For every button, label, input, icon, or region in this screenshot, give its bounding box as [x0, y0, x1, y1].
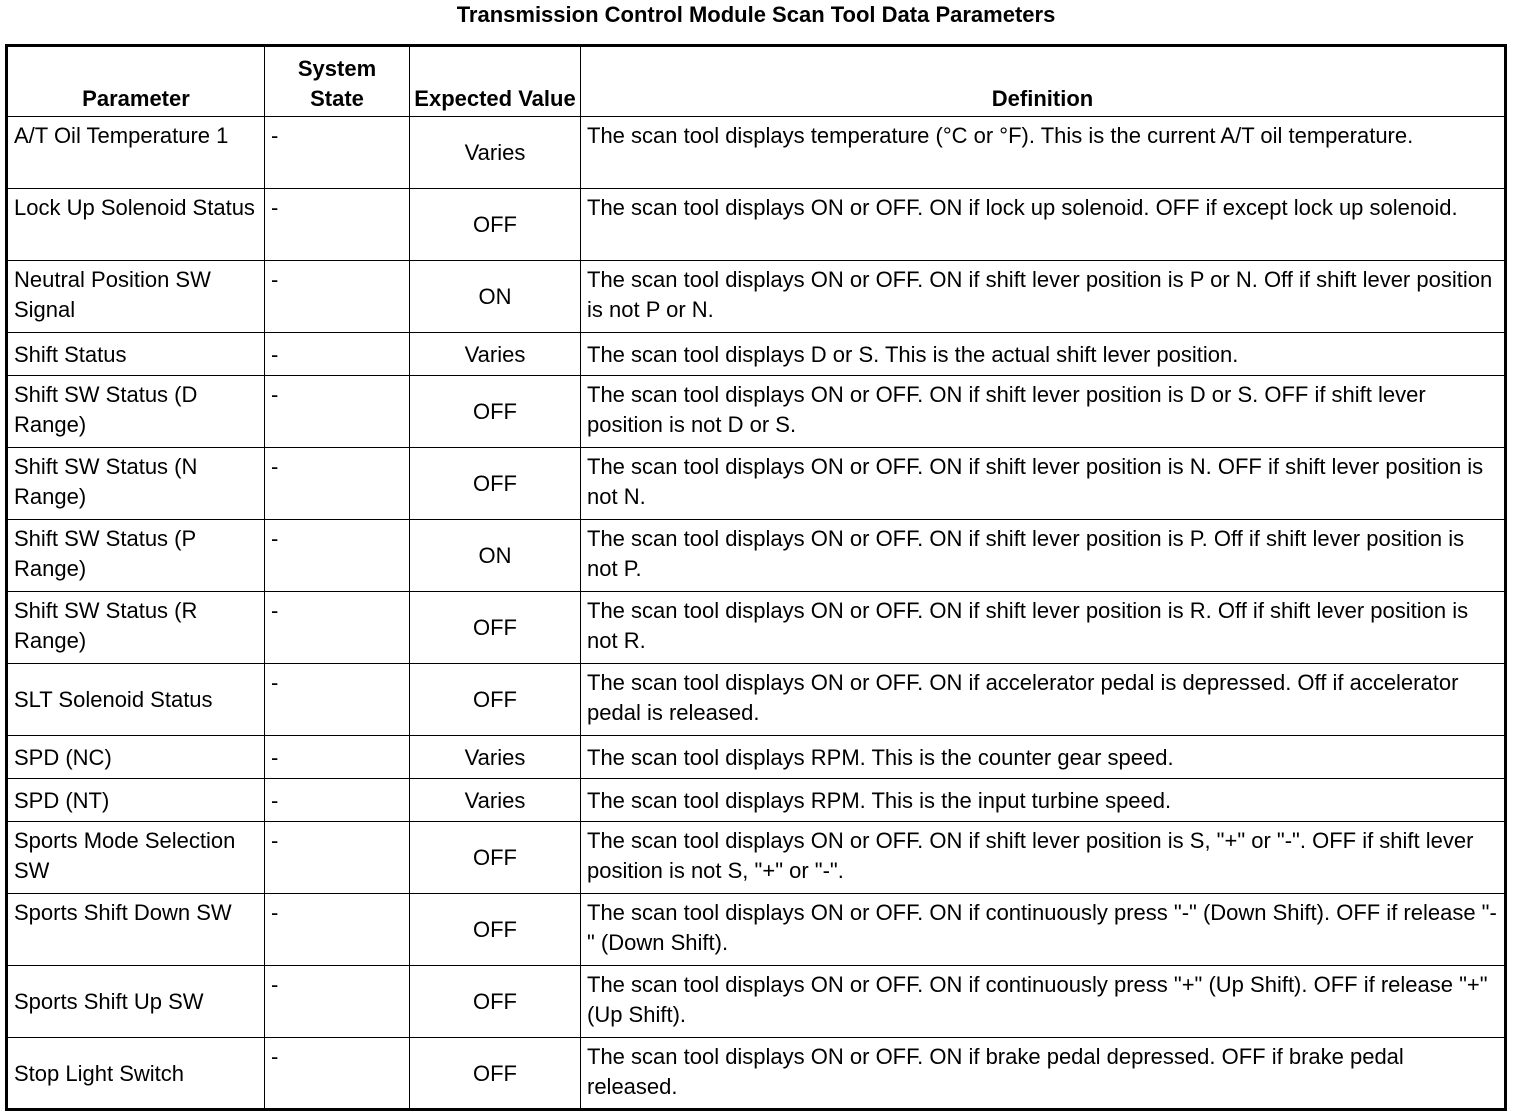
table-row	[7, 448, 1506, 520]
expected-value-cell: Varies	[410, 736, 581, 779]
system-state-cell: -	[265, 376, 410, 448]
table-row	[7, 592, 1506, 664]
expected-value-cell: Varies	[410, 333, 581, 376]
definition-cell: The scan tool displays D or S. This is the actual shift lever position.	[581, 333, 1506, 376]
system-state-cell: -	[265, 448, 410, 520]
system-state-cell: -	[265, 333, 410, 376]
system-state-cell: -	[265, 894, 410, 966]
definition-cell: The scan tool displays ON or OFF. ON if shift lever position is R. Off if shift lever position is not R.	[581, 592, 1506, 664]
parameter-cell: SLT Solenoid Status	[7, 664, 265, 736]
table-row	[7, 664, 1506, 736]
expected-value-cell: Varies	[410, 779, 581, 822]
table-row	[7, 520, 1506, 592]
table-row	[7, 736, 1506, 779]
parameter-cell: SPD (NT)	[7, 779, 265, 822]
definition-cell: The scan tool displays ON or OFF. ON if shift lever position is S, "+" or "-". OFF if shift lever position is not S, "+" or "-".	[581, 822, 1506, 894]
expected-value-cell: OFF	[410, 822, 581, 894]
expected-value-cell: ON	[410, 520, 581, 592]
parameter-cell: Neutral Position SW Signal	[7, 261, 265, 333]
system-state-cell: -	[265, 736, 410, 779]
expected-value-cell: OFF	[410, 376, 581, 448]
definition-cell: The scan tool displays RPM. This is the counter gear speed.	[581, 736, 1506, 779]
parameters-table	[5, 44, 1507, 1111]
parameter-cell: Shift SW Status (D Range)	[7, 376, 265, 448]
table-row	[7, 376, 1506, 448]
expected-value-cell: OFF	[410, 966, 581, 1038]
definition-cell: The scan tool displays ON or OFF. ON if shift lever position is P. Off if shift lever position is not P.	[581, 520, 1506, 592]
expected-value-cell: OFF	[410, 664, 581, 736]
parameter-cell: Shift SW Status (P Range)	[7, 520, 265, 592]
expected-value-cell: OFF	[410, 189, 581, 261]
table-row	[7, 261, 1506, 333]
parameter-cell: Sports Shift Up SW	[7, 966, 265, 1038]
column-header-system-state: System State	[265, 46, 410, 117]
table-row	[7, 822, 1506, 894]
parameter-cell: Shift Status	[7, 333, 265, 376]
definition-cell: The scan tool displays ON or OFF. ON if continuously press "+" (Up Shift). OFF if release "+" (Up Shift).	[581, 966, 1506, 1038]
expected-value-cell: OFF	[410, 448, 581, 520]
parameter-cell: SPD (NC)	[7, 736, 265, 779]
expected-value-cell: Varies	[410, 117, 581, 189]
parameter-cell: Sports Shift Down SW	[7, 894, 265, 966]
table-row	[7, 894, 1506, 966]
parameter-cell: A/T Oil Temperature 1	[7, 117, 265, 189]
table-row	[7, 1038, 1506, 1110]
expected-value-cell: OFF	[410, 592, 581, 664]
system-state-cell: -	[265, 520, 410, 592]
table-row	[7, 189, 1506, 261]
system-state-cell: -	[265, 822, 410, 894]
system-state-cell: -	[265, 966, 410, 1038]
parameter-cell: Shift SW Status (R Range)	[7, 592, 265, 664]
definition-cell: The scan tool displays temperature (°C or °F). This is the current A/T oil temperature.	[581, 117, 1506, 189]
definition-cell: The scan tool displays ON or OFF. ON if shift lever position is P or N. Off if shift lever position is not P or N.	[581, 261, 1506, 333]
definition-cell: The scan tool displays ON or OFF. ON if accelerator pedal is depressed. Off if accelerator pedal is released.	[581, 664, 1506, 736]
system-state-cell: -	[265, 779, 410, 822]
parameter-cell: Shift SW Status (N Range)	[7, 448, 265, 520]
column-header-expected-value: Expected Value	[410, 46, 581, 117]
table-row	[7, 779, 1506, 822]
table-row	[7, 966, 1506, 1038]
parameter-cell: Stop Light Switch	[7, 1038, 265, 1110]
definition-cell: The scan tool displays ON or OFF. ON if shift lever position is N. OFF if shift lever position is not N.	[581, 448, 1506, 520]
parameter-cell: Sports Mode Selection SW	[7, 822, 265, 894]
system-state-cell: -	[265, 117, 410, 189]
table-row	[7, 333, 1506, 376]
expected-value-cell: OFF	[410, 894, 581, 966]
system-state-cell: -	[265, 1038, 410, 1110]
definition-cell: The scan tool displays ON or OFF. ON if continuously press "-" (Down Shift). OFF if release "-" (Down Shift).	[581, 894, 1506, 966]
expected-value-cell: ON	[410, 261, 581, 333]
system-state-cell: -	[265, 261, 410, 333]
definition-cell: The scan tool displays RPM. This is the input turbine speed.	[581, 779, 1506, 822]
definition-cell: The scan tool displays ON or OFF. ON if brake pedal depressed. OFF if brake pedal released.	[581, 1038, 1506, 1110]
definition-cell: The scan tool displays ON or OFF. ON if shift lever position is D or S. OFF if shift lever position is not D or S.	[581, 376, 1506, 448]
definition-cell: The scan tool displays ON or OFF. ON if lock up solenoid. OFF if except lock up solenoid.	[581, 189, 1506, 261]
parameter-cell: Lock Up Solenoid Status	[7, 189, 265, 261]
system-state-cell: -	[265, 664, 410, 736]
table-header-row	[7, 46, 1506, 117]
expected-value-cell: OFF	[410, 1038, 581, 1110]
column-header-definition: Definition	[581, 46, 1506, 117]
system-state-cell: -	[265, 189, 410, 261]
system-state-cell: -	[265, 592, 410, 664]
table-row	[7, 117, 1506, 189]
column-header-parameter: Parameter	[7, 46, 265, 117]
page-title: Transmission Control Module Scan Tool Data Parameters	[456, 2, 1056, 27]
